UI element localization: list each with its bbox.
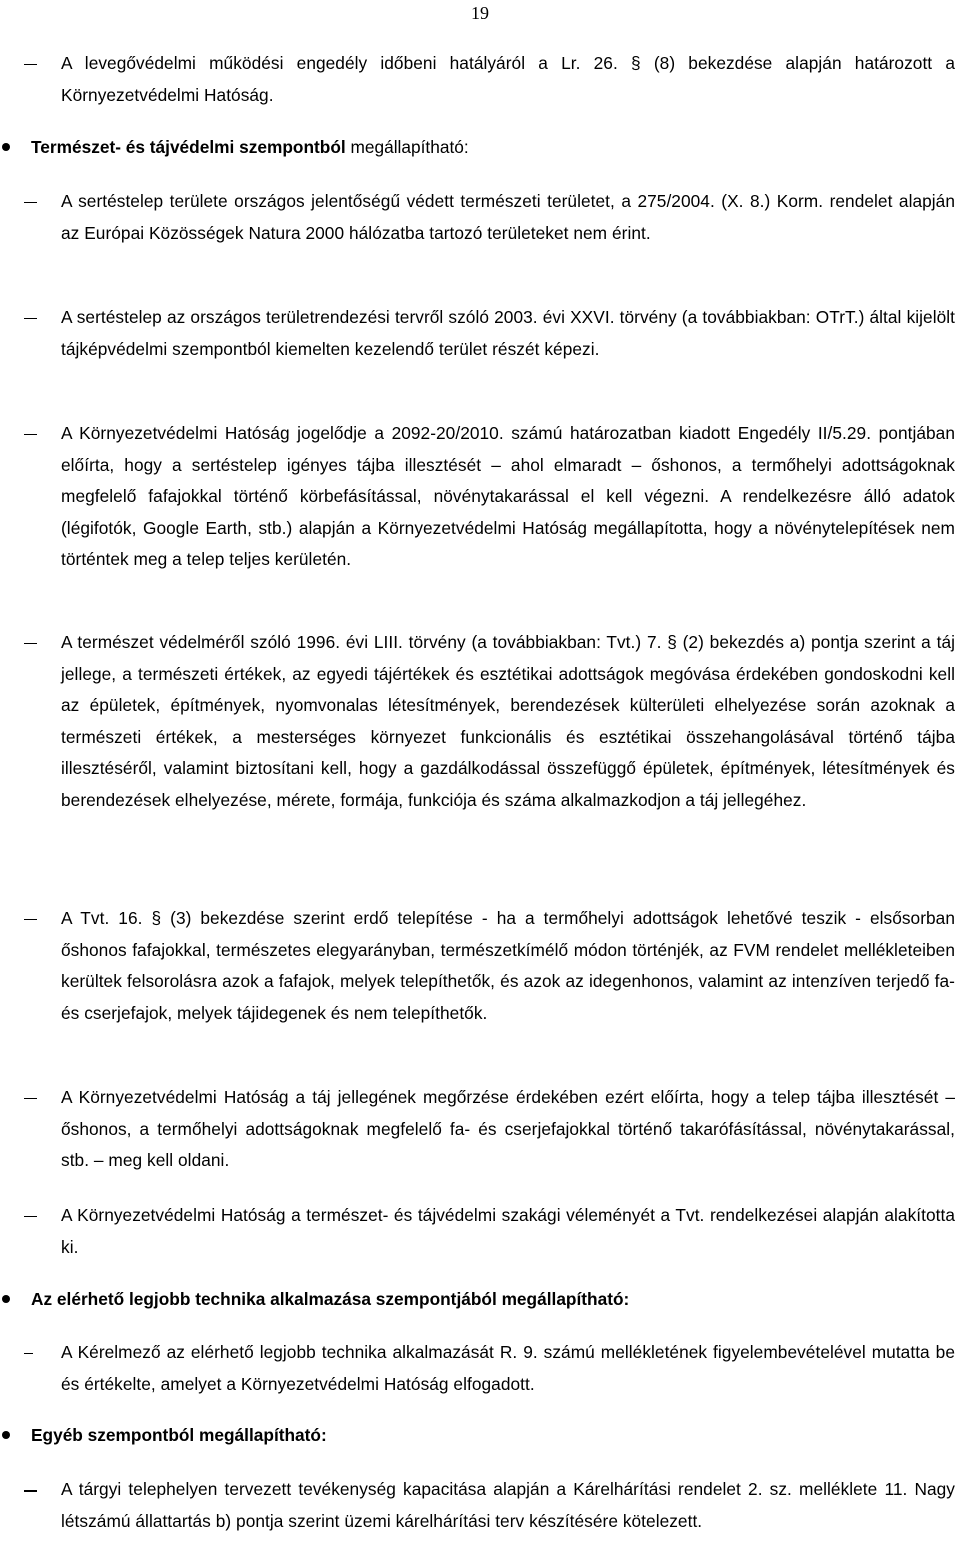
heading-rest-text: megállapítható: bbox=[345, 137, 469, 157]
heading-bold-text: Természet- és tájvédelmi szempontból bbox=[31, 137, 346, 157]
paragraph-text: A sertéstelep területe országos jelentőségű védett természeti területet, a 275/2004. (X. 8.) Korm. rendelet alapján az Európai Közösségek Natura 2000 hálózatba tartozó területeket nem érint. bbox=[61, 191, 955, 243]
paragraph-text: A Tvt. 16. § (3) bekezdése szerint erdő telepítése - ha a termőhelyi adottságok lehetővé teszik - elsősorban őshonos fafajokkal, természetes elegyarányban, természetkímélő módon történjék, az FVM rendelet mellékleteiben kerültek felsorolásra azok a fafajok, melyek telepíthetők, és azok az idegenhonos, valamint az intenzíven terjedő fa- és cserjefajok, melyek tájidegenek és nem telepíthetők. bbox=[61, 908, 955, 1023]
paragraph-text: A levegővédelmi működési engedély időbeni hatályáról a Lr. 26. § (8) bekezdése alapján határozott a Környezetvédelmi Hatóság. bbox=[61, 53, 955, 105]
list-item bbox=[0, 302, 960, 365]
list-item bbox=[0, 48, 960, 111]
section-heading bbox=[0, 1420, 960, 1452]
paragraph-text: A Környezetvédelmi Hatóság a táj jellegének megőrzése érdekében ezért előírta, hogy a telep tájba illesztését – őshonos, a termőhelyi adottságoknak megfelelő fa- és cserjefajokkal történő takarófásítással, növénytakarással, stb. – meg kell oldani. bbox=[61, 1087, 955, 1170]
list-item bbox=[0, 1082, 960, 1177]
list-item bbox=[0, 627, 960, 816]
list-item bbox=[0, 418, 960, 576]
paragraph-text: A Környezetvédelmi Hatóság jogelődje a 2092-20/2010. számú határozatban kiadott Engedély II/5.29. pontjában előírta, hogy a sertéstelep igényes tájba illesztését – ahol elmaradt – őshonos, a termőhelyi adottságoknak megfelelő fafajokkal történő körbefásítással, növénytakarással el kell végezni. A rendelkezésre álló adatok (légifotók, Google Earth, stb.) alapján a Környezetvédelmi Hatóság megállapította, hogy a növénytelepítések nem történtek meg a telep teljes kerületén. bbox=[61, 423, 955, 569]
paragraph-text: A Környezetvédelmi Hatóság a természet- és tájvédelmi szakági véleményét a Tvt. rendelkezései alapján alakította ki. bbox=[61, 1205, 955, 1257]
paragraph-text: A tárgyi telephelyen tervezett tevékenység kapacitása alapján a Kárelhárítási rendelet 2. sz. melléklete 11. Nagy létszámú állattartás b) pontja szerint üzemi kárelhárítási terv készítésére kötelezett. bbox=[61, 1479, 955, 1531]
list-item bbox=[0, 1474, 960, 1537]
list-item bbox=[0, 903, 960, 1029]
heading-bold-text: Az elérhető legjobb technika alkalmazása szempontjából megállapítható: bbox=[31, 1289, 630, 1309]
section-heading bbox=[0, 132, 960, 164]
heading-bold-text: Egyéb szempontból megállapítható: bbox=[31, 1425, 327, 1445]
page-number: 19 bbox=[471, 3, 489, 23]
paragraph-text: A természet védelméről szóló 1996. évi LIII. törvény (a továbbiakban: Tvt.) 7. § (2) bekezdés a) pontja szerint a táj jellege, a természeti értékek, az egyedi tájértékek és esztétikai adottságok megóvása érdekében gondoskodni kell az épületek, építmények, nyomvonalas létesítmények, berendezések külterületi elhelyezése során azoknak a természeti értékek, a mesterséges környezet funkcionális és esztétikai összehangolásával történő tájba illesztéséről, valamint biztosítani kell, hogy a gazdálkodással összefüggő épületek, építmények, létesítmények és berendezések elhelyezése, mérete, formája, funkciója és száma alkalmazkodjon a táj jellegéhez. bbox=[61, 632, 955, 810]
paragraph-text: A Kérelmező az elérhető legjobb technika alkalmazását R. 9. számú mellékletének figyelembevételével mutatta be és értékelte, amelyet a Környezetvédelmi Hatóság elfogadott. bbox=[61, 1342, 955, 1394]
list-item bbox=[0, 1337, 960, 1400]
list-item bbox=[0, 186, 960, 249]
paragraph-text: A sertéstelep az országos területrendezési tervről szóló 2003. évi XXVI. törvény (a továbbiakban: OTrT.) által kijelölt tájképvédelmi szempontból kiemelten kezelendő terület részét képezi. bbox=[61, 307, 955, 359]
list-item bbox=[0, 1200, 960, 1263]
section-heading bbox=[0, 1284, 960, 1316]
